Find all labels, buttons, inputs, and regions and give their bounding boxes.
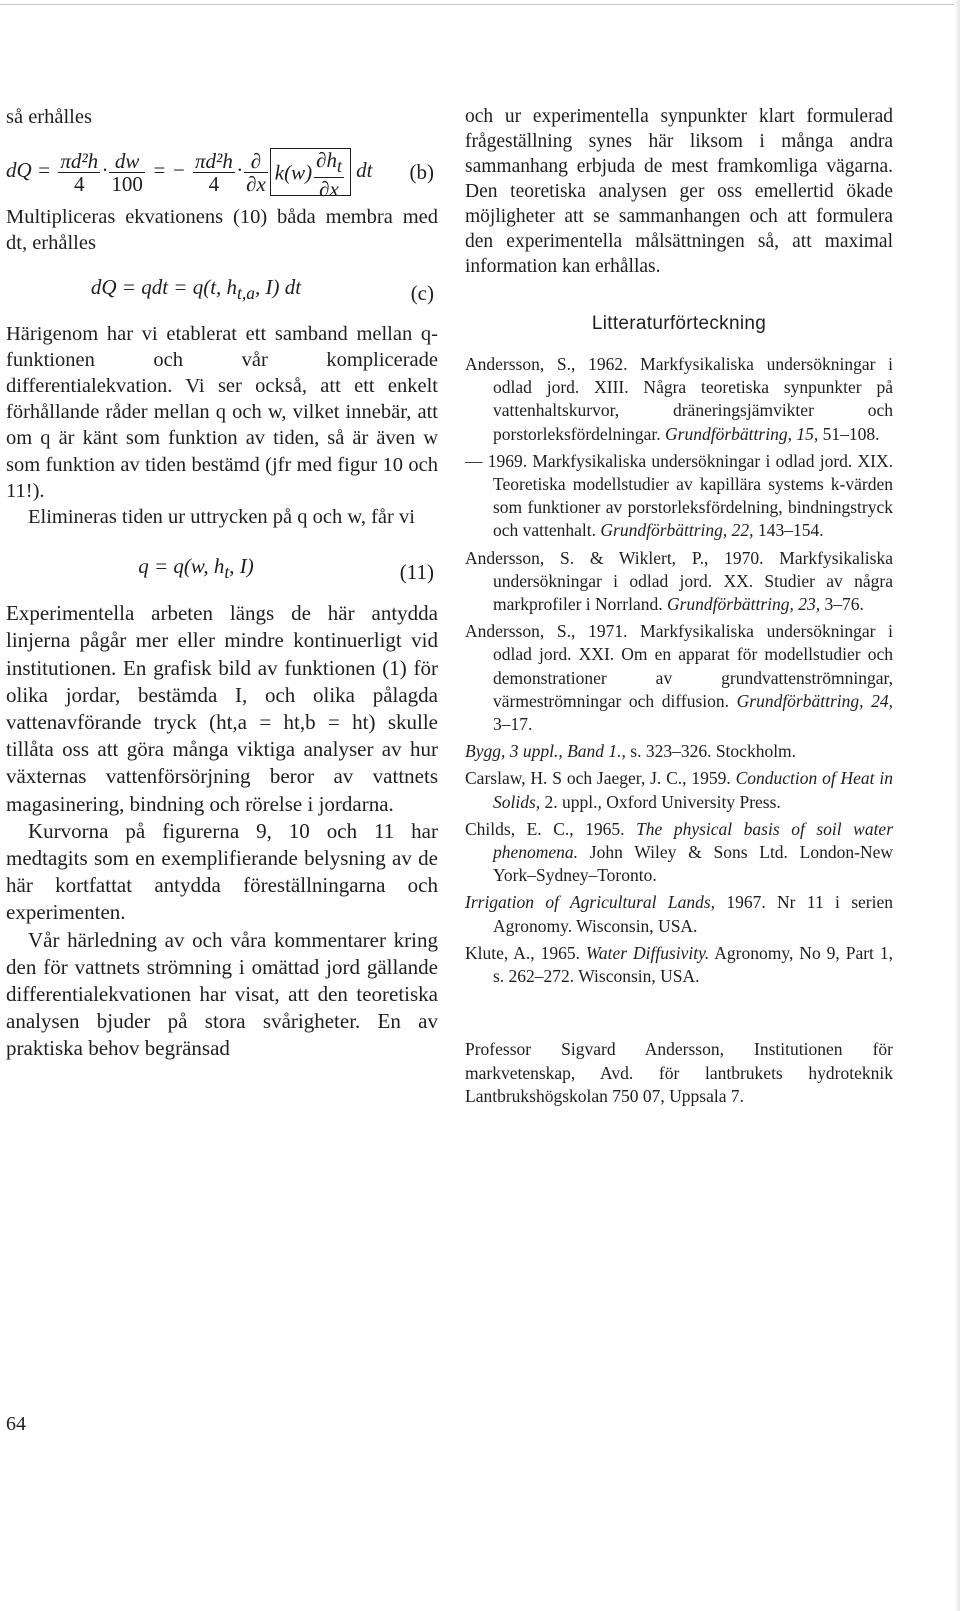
reference-list xyxy=(465,353,893,988)
right-column xyxy=(465,104,893,1126)
reference-item: Andersson, S., 1962. Markfysikaliska undersökningar i odlad jord. XIII. Några teoretiska synpunkter på vattenhaltskurvor, dräneringsjämvikter och porstorleksfördelningar. Grundförbättring, 15, 51–108. xyxy=(465,354,893,444)
equation-c-label: (c) xyxy=(410,280,434,305)
paragraph-experimentella: Experimentella arbeten längs de här antydda linjerna pågår mer eller mindre kontinuerligt vid institutionen. En grafisk bild av funktionen (1) för olika jordar, bestämda I, och olika pålagda vattenavförande tryck (ht,a = ht,b = ht) skulle tillåta oss att göra många viktiga analyser av hur växternas vattenförsörjning beror av vattnets magasinering, bindning och rörelse i jordarna. xyxy=(6,601,438,816)
reference-item: Irrigation of Agricultural Lands, 1967. Nr 11 i serien Agronomy. Wisconsin, USA. xyxy=(465,892,893,936)
page-number: 64 xyxy=(6,1413,26,1435)
section-heading-references: Litteraturförteckning xyxy=(591,313,767,334)
top-rule xyxy=(0,4,960,5)
scan-edge xyxy=(954,0,960,1611)
equation-11-expression: q = q(w, $h_t$, I) xyxy=(138,554,254,583)
paragraph-multipliceras: Multipliceras ekvationens (10) båda membra med dt, erhålles xyxy=(6,206,438,255)
equation-b-label: (b) xyxy=(409,160,434,185)
paragraph-continuation: och ur experimentella synpunkter klart formulerad frågeställning synes här liksom i många andra sammanhang erbjuda de mest framkomliga vägarna. Den teoretiska analysen ger oss emellertid ökade möjligheter att se sammanhangen och att formulera den experimentella målsättningen så, att maximal information kan erhållas. xyxy=(465,106,893,277)
reference-item: Childs, E. C., 1965. The physical basis of soil water phenomena. John Wiley & Sons Ltd. London-New York–Sydney–Toronto. xyxy=(465,818,894,886)
paragraph-elimineras: Elimineras tiden ur uttrycken på q och w, får vi xyxy=(28,506,415,529)
equation-c xyxy=(6,269,438,309)
author-address: Professor Sigvard Andersson, Institutionen för markvetenskap, Avd. för lantbrukets hydroteknik Lantbrukshögskolan 750 07, Uppsala 7. xyxy=(465,1039,893,1107)
paragraph-kurvorna: Kurvorna på figurerna 9, 10 och 11 har medtagits som en exemplifierande belysning av de här kortfattat antydda föreställningarna och experimenten. xyxy=(6,818,438,925)
equation-11-label: (11) xyxy=(399,560,434,585)
equation-b-expression: dQ = $\frac{\text{πd²h}}{4}$ · $\frac{dw}{100}$ = − $\frac{\text{πd²h}}{4}$ · $\frac{\partial}{\partial x}$ k(w) $\frac{\partial h_t}{\partial x}$ dt xyxy=(6,148,373,202)
equation-c-expression: dQ = qdt = q(t, $h_{t,a}$, I) dt xyxy=(90,274,302,303)
left-column xyxy=(6,104,438,1063)
paragraph-harigenom: Härigenom har vi etablerat ett samband mellan q-funktionen och vår komplicerade differentialekvation. Vi ser också, att ett enkelt förhållande råder mellan q och w, vilket innebär, att om q är känt som funktion av tiden, så är även w som funktion av tiden bestämd (jfr med figur 10 och 11!). xyxy=(6,322,438,502)
reference-item: Bygg, 3 uppl., Band 1., s. 323–326. Stockholm. xyxy=(465,741,797,762)
reference-item: Carslaw, H. S och Jaeger, J. C., 1959. Conduction of Heat in Solids, 2. uppl., Oxford University Press. xyxy=(465,768,893,812)
paragraph-var-harledning: Vår härledning av och våra kommentarer kring den för vattnets strömning i omättad jord gällande differentialekvationen har visat, att den teoretiska analysen bjuder på stora svårigheter. En av praktiska behov begränsad xyxy=(6,927,438,1061)
intro-text: så erhålles xyxy=(6,106,92,128)
reference-item: — 1969. Markfysikaliska undersökningar i odlad jord. XIX. Teoretiska modellstudier av kapillära systems k-värden som funktioner av porstorleksfördelning, bindningstryck och vattenhalt. Grundförbättring, 22, 143–154. xyxy=(465,450,893,541)
reference-item: Andersson, S. & Wiklert, P., 1970. Markfysikaliska undersökningar i odlad jord. XX. Studier av några markprofiler i Norrland. Grundförbättring, 23, 3–76. xyxy=(465,547,893,615)
equation-b xyxy=(6,148,438,204)
equation-11 xyxy=(6,548,438,594)
reference-item: Klute, A., 1965. Water Diffusivity. Agronomy, No 9, Part 1, s. 262–272. Wisconsin, USA. xyxy=(465,942,893,987)
reference-item: Andersson, S., 1971. Markfysikaliska undersökningar i odlad jord. XXI. Om en apparat för modellstudier och demonstrationer av grundvattenströmningar, värmeströmningar och diffusion. Grundförbättring, 24, 3–17. xyxy=(465,621,893,735)
